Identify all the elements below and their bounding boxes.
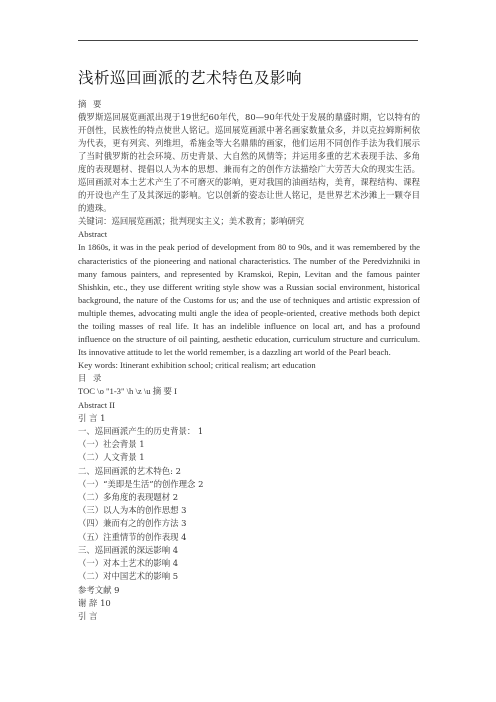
keywords-chinese: 关键词：巡回展览画派；批判现实主义；美术教育；影响研究 [78,216,305,226]
toc-entry[interactable]: （二）对中国艺术的影响 5 [78,571,179,582]
toc-entry[interactable]: （一）对本土艺术的影响 4 [78,558,179,569]
toc-entry[interactable]: TOC \o "1-3" \h \z \u 摘 要 I [78,386,177,397]
toc-entry[interactable]: （一）社会背景 1 [78,439,145,450]
toc-entry[interactable]: 参考文献 9 [78,584,120,595]
toc-entry[interactable]: （四）兼而有之的创作方法 3 [78,518,187,529]
toc-entry[interactable]: （二）多角度的表现题材 2 [78,492,179,503]
toc-entry[interactable]: 三、巡回画派的深远影响 4 [78,544,179,555]
toc-entry[interactable]: （三）以人为本的创作思想 3 [78,505,187,516]
document-body [78,66,420,623]
toc-entry[interactable]: （一）“美即是生活”的创作理念 2 [78,478,204,489]
abstract-english-heading: Abstract [78,229,108,240]
header-rule [78,40,418,41]
toc-entry[interactable]: 引 言 1 [78,412,106,423]
toc-entry[interactable]: 二、巡回画派的艺术特色: 2 [78,465,181,476]
abstract-heading: 摘 要 [78,99,104,109]
toc-entry[interactable]: （二）人文背景 1 [78,452,145,463]
table-of-contents [78,385,420,623]
paper-title: 浅析巡回画派的艺术特色及影响 [78,69,303,87]
toc-entry[interactable]: 一、巡回画派产生的历史背景： 1 [78,426,204,437]
keywords-english: Key words: Itinerant exhibition school; critical realism; art education [78,360,316,371]
abstract-english: In 1860s, it was in the peak period of development from 80 to 90s, and it was remembered by the characteristics of the pioneering and national characteristics. The number of the Peredvizhniki in many famous painters, and represented by Kramskoi, Repin, Levitan and the famous painter Shishkin, etc., they use different writing style show was a Russian social environment, historical background, the nature of the Customs for us; and the use of techniques and artistic expression of multiple themes, advocating multi angle the idea of people-oriented, creative methods both depict the toiling masses of real life. It has an indelible influence on local art, and has a profound influence on the structure of oil painting, aesthetic education, curriculum structure and curriculum. Its innovative attitude to let the world remember, is a dazzling art world of the Pearl beach. [78,242,420,358]
toc-entry[interactable]: （五）注重情节的创作表现 4 [78,531,187,542]
toc-entry[interactable]: 引 言 [78,610,98,621]
abstract-chinese: 俄罗斯巡回展览画派出现于19世纪60年代，80—90年代处于发展的鼎盛时期，它以特有的开创性，民族性的特点使世人铭记。巡回展览画派中著名画家数量众多，并以克拉姆斯柯依为代表，更有列宾、列维坦，希施金等大名鼎鼎的画家，他们运用不同创作手法为我们展示了当时俄罗斯的社会环境、历史背景、大自然的风情等；并运用多重的艺术表现手法、多角度的表现题材、提倡以人为本的思想、兼而有之的创作方法描绘广大劳苦大众的现实生活。巡回画派对本土艺术产生了不可磨灭的影响，更对我国的油画结构，美育，课程结构、课程的开设也产生了及其深远的影响。它以创新的姿态让世人铭记，是世界艺术沙滩上一颗夺目的遗珠。 [78,112,420,213]
toc-entry[interactable]: 谢 辞 10 [78,597,111,608]
toc-heading: 目 录 [78,373,104,384]
toc-entry[interactable]: Abstract II [78,399,115,410]
